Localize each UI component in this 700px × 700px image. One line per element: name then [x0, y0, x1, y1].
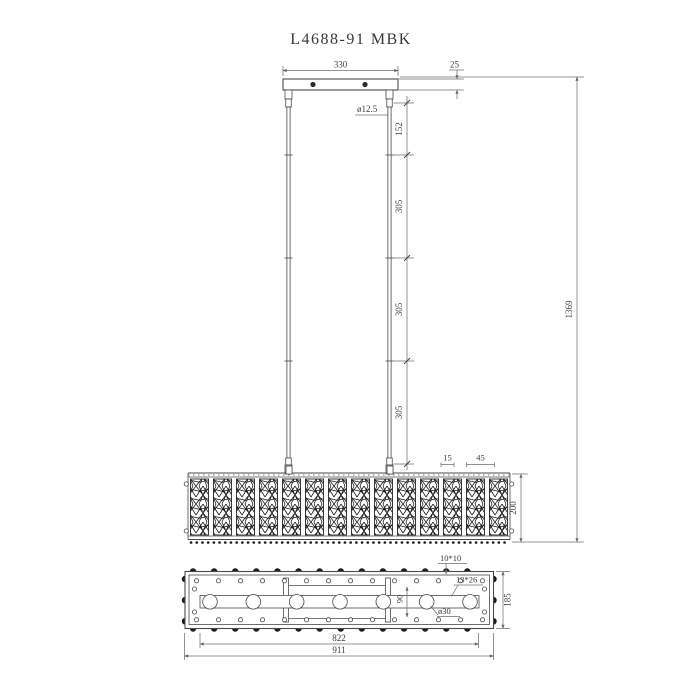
lamp-socket: [333, 595, 348, 610]
lamp-socket: [463, 595, 478, 610]
dim-label-305b: 305: [394, 302, 404, 317]
dim-body-depth: [496, 572, 513, 629]
dim-label-305a: 305: [394, 199, 404, 214]
hanger-rod-right: [386, 90, 394, 474]
ceiling-canopy: [283, 79, 398, 90]
dim-rod-segments: [394, 96, 415, 470]
fixture-body-side: [184, 466, 514, 543]
lamp-socket: [203, 595, 218, 610]
lamp-socket: [289, 595, 304, 610]
dim-label-911: 911: [332, 645, 346, 655]
lamp-socket: [246, 595, 261, 610]
drawing-title: L4688-91 MBK: [290, 31, 412, 48]
canopy-screw-right: [362, 82, 367, 87]
dim-label-15: 15: [443, 452, 452, 463]
dim-label-45: 45: [476, 452, 485, 463]
dim-label-10x10: 10*10: [440, 553, 462, 563]
dim-canopy-width: [283, 60, 398, 77]
dim-overall-height: [400, 77, 584, 542]
end-knob: [510, 482, 514, 486]
dim-label-185: 185: [502, 593, 513, 607]
end-knob: [184, 482, 188, 486]
dim-label-152: 152: [394, 122, 404, 136]
lamp-socket: [376, 595, 391, 610]
crystal-panels: [191, 479, 508, 535]
front-view: [184, 60, 584, 543]
dim-canopy-height: [399, 60, 464, 100]
dim-label-1369: 1369: [564, 300, 574, 319]
lamp-socket: [419, 595, 434, 610]
label-frame-tube: [438, 553, 467, 574]
dim-label-d30: ø30: [438, 606, 451, 616]
dim-label-rod-diameter: ø12.5: [357, 104, 378, 114]
end-knob: [184, 529, 188, 533]
dim-label-822: 822: [332, 633, 346, 643]
dim-label-25: 25: [450, 59, 459, 70]
dim-label-305c: 305: [394, 405, 404, 420]
dim-label-330: 330: [333, 59, 348, 70]
hanger-rod-left: [285, 90, 293, 474]
dim-label-200: 200: [508, 501, 518, 515]
label-rod-diameter: [355, 104, 388, 115]
dim-panel-pitch: [441, 453, 495, 468]
canopy-screw-left: [310, 82, 315, 87]
dim-label-13x26: 13*26: [456, 574, 478, 585]
dim-label-90: 90: [394, 594, 405, 604]
bottom-view: [185, 553, 513, 660]
end-knob: [510, 529, 514, 533]
